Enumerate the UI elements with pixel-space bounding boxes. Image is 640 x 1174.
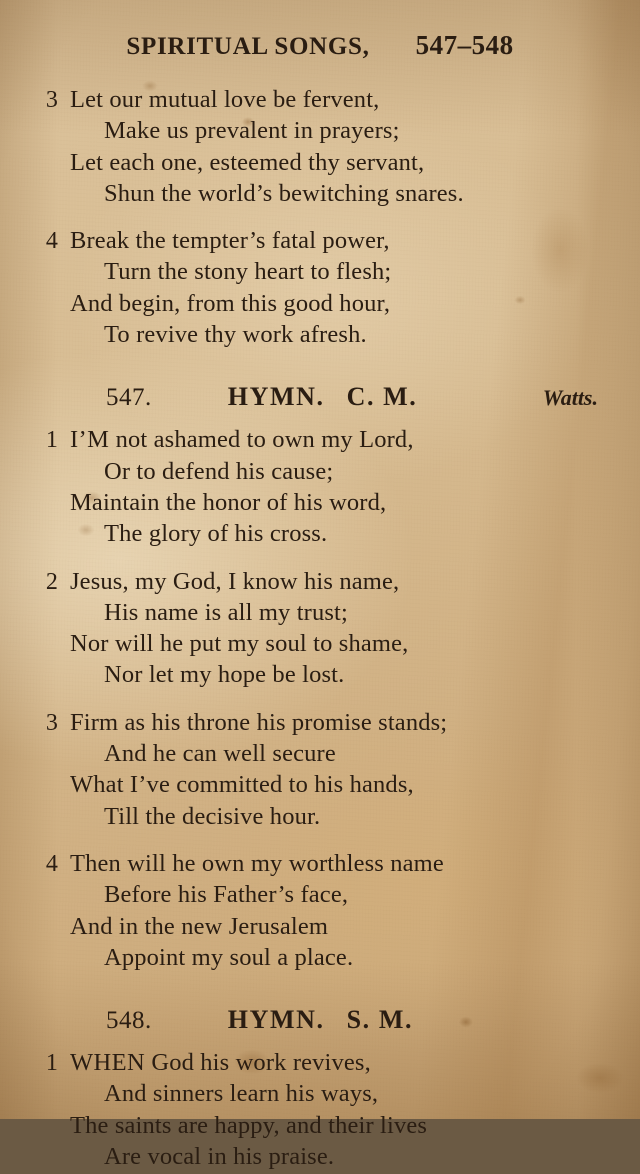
stanza-number: 4 — [45, 850, 58, 877]
verse-text: Let each one, esteemed thy servant, — [70, 148, 425, 176]
stanza-spacer — [36, 552, 616, 568]
verse-line — [36, 117, 616, 148]
verse-line — [36, 568, 616, 599]
verse-line — [36, 913, 616, 944]
verse-text: Let our mutual love be fervent, — [70, 86, 380, 113]
verse-text: Break the tempter’s fatal power, — [70, 227, 390, 255]
verse-line — [36, 661, 616, 692]
stanza-number: 4 — [45, 228, 58, 255]
verse-line — [36, 458, 616, 489]
verse-line — [36, 258, 616, 289]
verse-text: Shun the world’s bewitching snares. — [104, 179, 464, 207]
hymn-label: HYMN. — [227, 382, 325, 412]
verse-text-rest: God his work revives, — [145, 1049, 371, 1077]
stanza-number: 2 — [45, 568, 58, 595]
verse-text: Are vocal in his praise. — [104, 1143, 335, 1171]
stanza-spacer — [36, 211, 616, 227]
stanza — [36, 1049, 616, 1174]
verse-text: Make us prevalent in prayers; — [104, 117, 400, 145]
hymn-label: HYMN. — [227, 1005, 325, 1035]
verse-text: And begin, from this good hour, — [70, 289, 391, 317]
verse-text: Jesus, my God, I know his name, — [70, 567, 400, 595]
verse-line — [36, 321, 616, 352]
verse-text: Till the decisive hour. — [104, 802, 321, 830]
verse-text: Turn the stony heart to flesh; — [104, 258, 392, 286]
verse-line — [36, 227, 616, 258]
hymn-heading-547 — [36, 382, 616, 426]
verse-text: Nor let my hope be lost. — [104, 661, 345, 689]
verse-line — [36, 630, 616, 661]
verse-text: What I’ve committed to his hands, — [70, 771, 414, 799]
verse-text: The saints are happy, and their lives — [70, 1111, 428, 1139]
hymn-meter: C. M. — [346, 382, 418, 412]
verse-text: Firm as his throne his promise stands; — [70, 708, 448, 736]
hymn-number: 548. — [106, 1007, 152, 1035]
verse-line — [36, 803, 616, 834]
stanza-spacer — [36, 693, 616, 709]
verse-line — [36, 740, 616, 771]
stanza-number: 3 — [45, 87, 58, 113]
stanza-number: 1 — [45, 1050, 58, 1077]
opening-word: WHEN — [70, 1049, 146, 1077]
verse-text: The glory of his cross. — [104, 520, 328, 548]
verse-text — [70, 1049, 371, 1077]
hymn-heading-548 — [36, 1005, 616, 1049]
verse-line — [36, 149, 616, 180]
running-head — [0, 30, 640, 64]
hymn-meter: S. M. — [346, 1005, 414, 1035]
verse-text: Appoint my soul a place. — [104, 943, 354, 971]
opening-word: I’M — [70, 426, 110, 454]
verse-text: And sinners learn his ways, — [104, 1080, 379, 1108]
running-head-page-range: 547–548 — [415, 30, 514, 60]
text-column — [36, 86, 616, 1174]
verse-line — [36, 426, 616, 457]
verse-line — [36, 850, 616, 881]
stanza — [36, 426, 616, 551]
verse-line — [36, 86, 616, 117]
verse-line — [36, 1112, 616, 1143]
verse-text: His name is all my trust; — [104, 598, 348, 626]
verse-line — [36, 489, 616, 520]
stanza — [36, 227, 616, 352]
verse-line — [36, 881, 616, 912]
hymn-author: Watts. — [542, 385, 598, 411]
stanza-number: 3 — [45, 709, 58, 736]
stanza-number: 1 — [45, 427, 58, 454]
verse-text: Before his Father’s face, — [104, 881, 349, 909]
verse-line — [36, 1049, 616, 1080]
verse-line — [36, 1143, 616, 1174]
stanza — [36, 568, 616, 693]
verse-text — [70, 426, 414, 454]
verse-line — [36, 771, 616, 802]
verse-line — [36, 599, 616, 630]
verse-line — [36, 290, 616, 321]
running-head-title: SPIRITUAL SONGS, — [126, 33, 370, 60]
verse-line — [36, 180, 616, 211]
verse-text: Nor will he put my soul to shame, — [70, 630, 409, 658]
hymn-number: 547. — [106, 384, 152, 412]
verse-line — [36, 709, 616, 740]
verse-text: And in the new Jerusalem — [70, 912, 329, 940]
verse-line — [36, 1080, 616, 1111]
verse-line — [36, 520, 616, 551]
stanza — [36, 850, 616, 975]
verse-text-rest: not ashamed to own my Lord, — [109, 426, 414, 454]
verse-text: To revive thy work afresh. — [104, 321, 367, 349]
stanza-spacer — [36, 834, 616, 850]
section-spacer — [36, 975, 616, 1005]
stanza — [36, 86, 616, 211]
verse-line — [36, 944, 616, 975]
stanza — [36, 709, 616, 834]
section-spacer — [36, 352, 616, 382]
verse-text: Maintain the honor of his word, — [70, 488, 387, 516]
verse-text: And he can well secure — [104, 740, 336, 768]
verse-text: Then will he own my worthless name — [70, 849, 444, 877]
verse-text: Or to defend his cause; — [104, 457, 334, 485]
